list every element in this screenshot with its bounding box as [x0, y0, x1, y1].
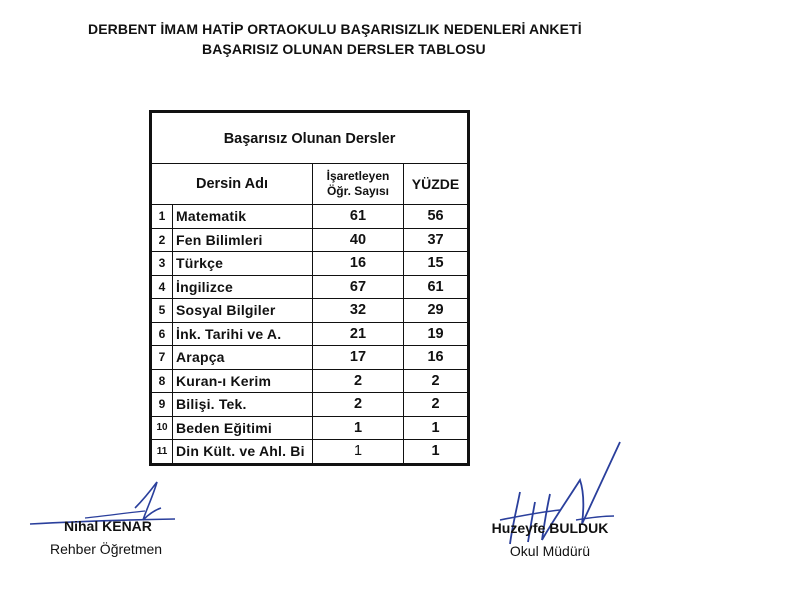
student-count: 67: [313, 275, 404, 299]
row-number: 5: [151, 299, 173, 323]
student-count: 2: [313, 369, 404, 393]
course-name: Fen Bilimleri: [173, 228, 313, 252]
percent-value: 15: [404, 252, 469, 276]
row-number: 7: [151, 346, 173, 370]
row-number: 8: [151, 369, 173, 393]
document-title: DERBENT İMAM HATİP ORTAOKULU BAŞARISIZLIK NEDENLERİ ANKETİ: [88, 21, 582, 37]
table-row: [151, 393, 469, 417]
course-name: Sosyal Bilgiler: [173, 299, 313, 323]
student-count: 17: [313, 346, 404, 370]
student-count: 1: [313, 440, 404, 465]
row-number: 9: [151, 393, 173, 417]
signature-block-left: [50, 518, 190, 557]
signer-name-right: Huzeyfe BULDUK: [491, 520, 609, 536]
table-row: [151, 205, 469, 229]
course-name: Arapça: [173, 346, 313, 370]
percent-value: 56: [404, 205, 469, 229]
table-caption: Başarısız Olunan Dersler: [151, 112, 469, 164]
course-name: Bilişi. Tek.: [173, 393, 313, 417]
row-number: 2: [151, 228, 173, 252]
table-row: [151, 228, 469, 252]
table-row: [151, 440, 469, 465]
student-count: 32: [313, 299, 404, 323]
percent-value: 29: [404, 299, 469, 323]
percent-value: 19: [404, 322, 469, 346]
student-count: 2: [313, 393, 404, 417]
row-number: 6: [151, 322, 173, 346]
percent-value: 2: [404, 369, 469, 393]
table-row: [151, 299, 469, 323]
percent-value: 2: [404, 393, 469, 417]
course-name: Kuran-ı Kerim: [173, 369, 313, 393]
row-number: 4: [151, 275, 173, 299]
percent-value: 1: [404, 440, 469, 465]
student-count: 61: [313, 205, 404, 229]
signer-role-right: Okul Müdürü: [509, 543, 591, 559]
table-row: [151, 346, 469, 370]
row-number: 11: [151, 440, 173, 465]
signer-name-left: Nihal KENAR: [64, 518, 152, 534]
failed-courses-table: [149, 110, 467, 466]
percent-value: 16: [404, 346, 469, 370]
signature-block-right: [475, 520, 625, 559]
row-number: 3: [151, 252, 173, 276]
header-percent: YÜZDE: [404, 164, 469, 205]
table-row: [151, 322, 469, 346]
course-name: Din Kült. ve Ahl. Bi: [173, 440, 313, 465]
row-number: 1: [151, 205, 173, 229]
signer-role-left: Rehber Öğretmen: [50, 541, 163, 557]
course-name: Türkçe: [173, 252, 313, 276]
table-row: [151, 416, 469, 440]
course-name: İnk. Tarihi ve A.: [173, 322, 313, 346]
percent-value: 37: [404, 228, 469, 252]
course-name: Beden Eğitimi: [173, 416, 313, 440]
student-count: 21: [313, 322, 404, 346]
table-row: [151, 369, 469, 393]
percent-value: 1: [404, 416, 469, 440]
course-name: İngilizce: [173, 275, 313, 299]
student-count: 40: [313, 228, 404, 252]
table-body: [151, 205, 469, 465]
document-subtitle: BAŞARISIZ OLUNAN DERSLER TABLOSU: [202, 41, 486, 57]
student-count: 1: [313, 416, 404, 440]
course-name: Matematik: [173, 205, 313, 229]
table-row: [151, 275, 469, 299]
row-number: 10: [151, 416, 173, 440]
header-course-name: Dersin Adı: [151, 164, 313, 205]
percent-value: 61: [404, 275, 469, 299]
header-student-count: İşaretleyen Öğr. Sayısı: [313, 164, 404, 205]
table-row: [151, 252, 469, 276]
student-count: 16: [313, 252, 404, 276]
